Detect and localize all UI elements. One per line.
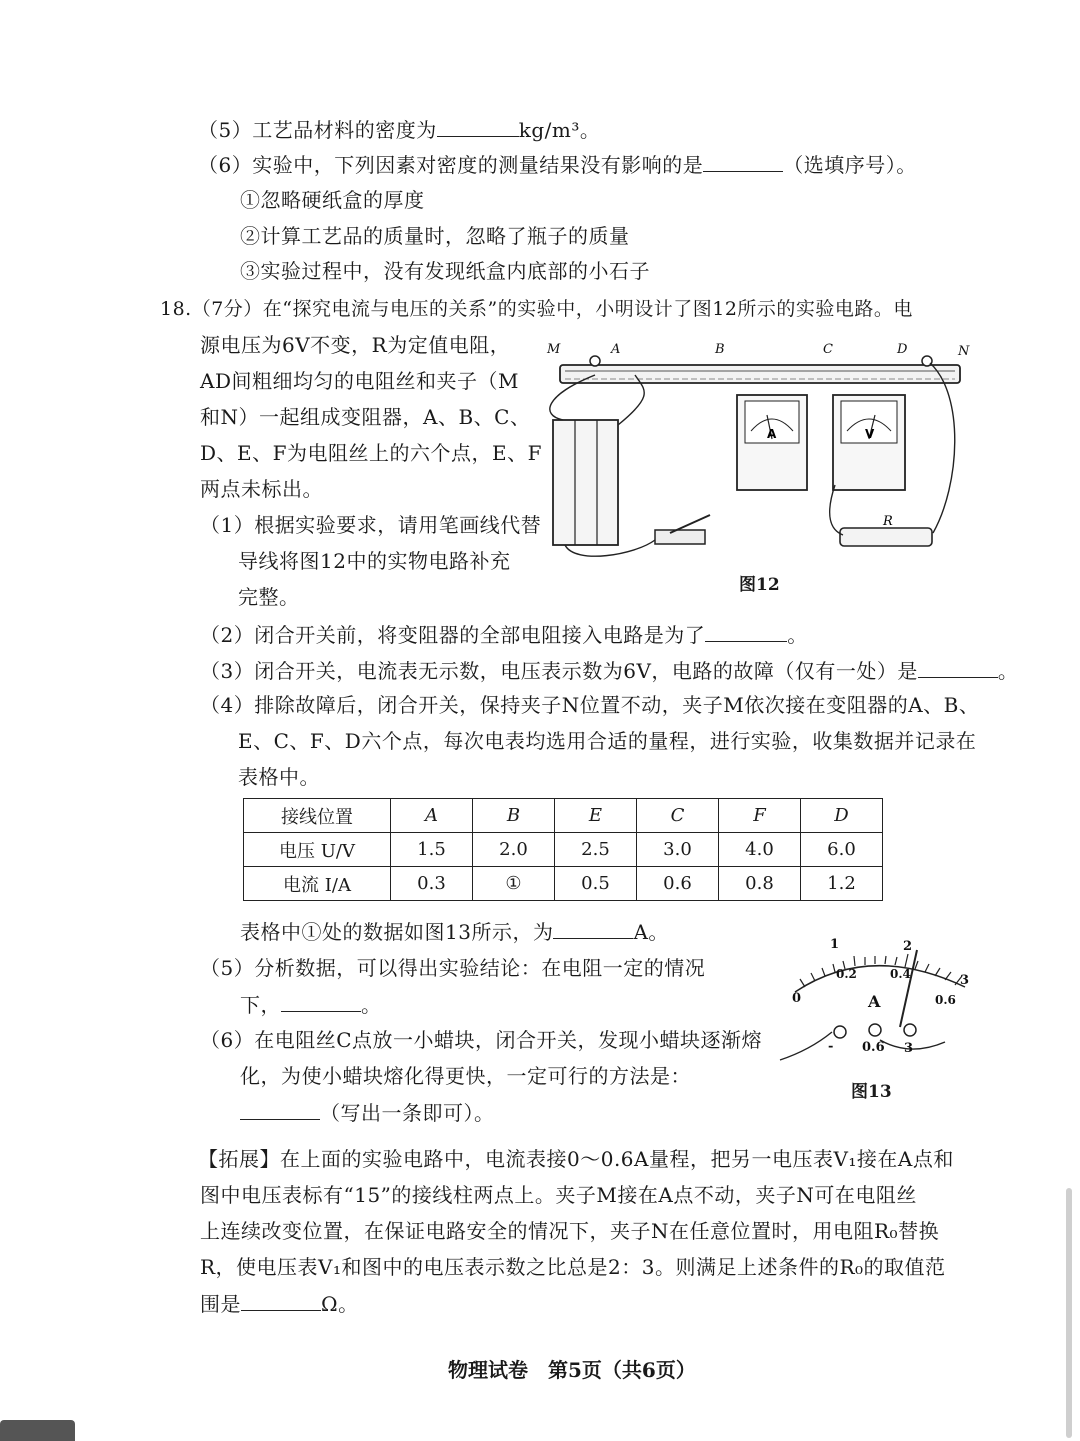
q18-part6-suffix: （写出一条即可）。 — [320, 1101, 495, 1125]
label-m: M — [547, 342, 561, 357]
ammeter-symbol: A — [767, 427, 777, 441]
q18-intro-line6: 两点未标出。 — [200, 477, 323, 501]
q18-part6-line1: （6）在电阻丝C点放一小蜡块，闭合开关，发现小蜡块逐渐熔 — [200, 1028, 763, 1052]
label-n: N — [958, 344, 970, 359]
q18-part5-end: 。 — [361, 993, 382, 1017]
table-cell: ① — [473, 867, 555, 901]
answer-blank[interactable] — [705, 621, 787, 642]
clip-m — [590, 356, 600, 366]
q18-intro-line4: 和N）一起组成变阻器，A、B、C、 — [200, 405, 531, 429]
q18-part4-reading — [240, 918, 669, 945]
extension-line4: R，使电压表V₁和图中的电压表示数之比总是2：3。则满足上述条件的R₀的取值范 — [200, 1255, 946, 1279]
terminal-negative — [834, 1026, 846, 1038]
terminal-label-3: 3 — [904, 1041, 914, 1056]
clip-n — [922, 356, 932, 366]
answer-blank[interactable] — [437, 116, 519, 137]
q18-part3-text: （3）闭合开关，电流表无示数，电压表示数为6V，电路的故障（仅有一处）是 — [200, 659, 918, 683]
dial-unit: A — [868, 992, 881, 1011]
table-cell: E — [555, 799, 637, 833]
table-cell: 3.0 — [637, 833, 719, 867]
q18-part5-text: 下， — [240, 993, 281, 1017]
answer-blank[interactable] — [281, 991, 361, 1012]
table-cell: C — [637, 799, 719, 833]
scale-top-0: 0 — [792, 991, 802, 1006]
extension-line1: 【拓展】在上面的实验电路中，电流表接0～0.6A量程，把另一电压表V₁接在A点和 — [198, 1147, 954, 1171]
scale-top-3: 3 — [960, 973, 970, 988]
table-cell: 2.5 — [555, 833, 637, 867]
q18-part5-line1: （5）分析数据，可以得出实验结论：在电阻一定的情况 — [200, 956, 706, 980]
q17-part6-suffix: （选填序号）。 — [783, 153, 917, 177]
q18-part1-line2: 导线将图12中的实物电路补充 — [238, 549, 511, 573]
q17-part5-unit: kg/m³。 — [518, 118, 601, 142]
terminal-label-0-6: 0.6 — [862, 1040, 885, 1055]
answer-blank[interactable] — [553, 918, 633, 939]
q17-option-3: ③实验过程中，没有发现纸盒内底部的小石子 — [240, 259, 650, 283]
page-footer: 物理试卷 第5页（共6页） — [448, 1358, 696, 1382]
table-cell: 2.0 — [473, 833, 555, 867]
q18-part2 — [200, 621, 808, 648]
q18-part1-line1: （1）根据实验要求，请用笔画线代替 — [200, 513, 542, 537]
label-r: R — [883, 514, 893, 529]
label-a: A — [611, 342, 621, 357]
figure-12-circuit — [535, 335, 975, 560]
figure-13-ammeter-dial — [770, 932, 985, 1067]
table-cell: F — [719, 799, 801, 833]
answer-blank[interactable] — [240, 1099, 320, 1120]
data-table — [243, 798, 883, 901]
scale-top-1: 1 — [830, 937, 840, 952]
extension-line5 — [200, 1290, 359, 1317]
q17-part5-text: （5）工艺品材料的密度为 — [198, 118, 437, 142]
q18-part4-reading-unit: A。 — [633, 920, 669, 944]
q18-part1-line3: 完整。 — [238, 585, 300, 609]
table-cell: B — [473, 799, 555, 833]
q18-intro-line1: 18.（7分）在“探究电流与电压的关系”的实验中，小明设计了图12所示的实验电路。电 — [160, 298, 913, 320]
table-cell: 0.3 — [391, 867, 473, 901]
q17-part6-text: （6）实验中，下列因素对密度的测量结果没有影响的是 — [198, 153, 704, 177]
q18-part4-line3: 表格中。 — [238, 765, 320, 789]
label-d: D — [897, 342, 908, 357]
extension-text: 围是 — [200, 1292, 241, 1316]
q18-part4-line2: E、C、F、D六个点，每次电表均选用合适的量程，进行实验，收集数据并记录在 — [238, 729, 977, 753]
resistor-r — [840, 528, 932, 546]
scrollbar[interactable] — [1066, 1188, 1072, 1438]
table-cell: A — [391, 799, 473, 833]
q18-part6-line2: 化，为使小蜡块熔化得更快，一定可行的方法是： — [240, 1064, 691, 1088]
battery — [553, 420, 618, 545]
scale-top-2: 2 — [903, 939, 913, 954]
table-row — [244, 833, 883, 867]
q18-part2-end: 。 — [787, 623, 808, 647]
q17-option-1: ①忽略硬纸盒的厚度 — [240, 188, 425, 212]
q18-intro-line2: 源电压为6V不变，R为定值电阻， — [200, 333, 511, 357]
terminal-3 — [904, 1024, 916, 1036]
q18-part3 — [200, 657, 1018, 684]
q18-part4-reading-text: 表格中①处的数据如图13所示，为 — [240, 920, 554, 944]
table-cell: 0.6 — [637, 867, 719, 901]
table-header-row — [244, 799, 883, 833]
q17-option-2: ②计算工艺品的质量时，忽略了瓶子的质量 — [240, 224, 630, 248]
table-cell: 电压 U/V — [244, 833, 391, 867]
table-cell: 接线位置 — [244, 799, 391, 833]
scale-bottom-1: 0.2 — [836, 967, 857, 981]
q18-part5-line2 — [240, 991, 382, 1018]
answer-blank[interactable] — [918, 657, 998, 678]
answer-blank[interactable] — [703, 151, 783, 172]
dial-needle — [900, 950, 917, 1027]
scale-bottom-2: 0.4 — [890, 967, 911, 981]
table-row — [244, 867, 883, 901]
terminal-label-neg: - — [828, 1039, 834, 1054]
table-cell: 1.5 — [391, 833, 473, 867]
q18-intro-line3: AD间粗细均匀的电阻丝和夹子（M — [200, 369, 519, 393]
figure-13-caption: 图13 — [851, 1082, 892, 1102]
dial-ticks — [800, 954, 962, 987]
answer-blank[interactable] — [241, 1290, 321, 1311]
figure-12-caption: 图12 — [739, 575, 780, 595]
table-cell: 6.0 — [801, 833, 883, 867]
table-cell: D — [801, 799, 883, 833]
q18-part6-line3 — [240, 1099, 495, 1126]
extension-line2: 图中电压表标有“15”的接线柱两点上。夹子M接在A点不动，夹子N可在电阻丝 — [200, 1183, 917, 1207]
corner-overlay — [0, 1420, 75, 1441]
table-cell: 电流 I/A — [244, 867, 391, 901]
q18-intro-line5: D、E、F为电阻丝上的六个点，E、F — [200, 441, 542, 465]
label-c: C — [823, 342, 833, 357]
q17-part5 — [198, 116, 600, 143]
q18-part3-end: 。 — [997, 659, 1019, 683]
table-cell: 0.5 — [555, 867, 637, 901]
scale-bottom-3: 0.6 — [935, 993, 956, 1007]
table-cell: 0.8 — [719, 867, 801, 901]
table-cell: 1.2 — [801, 867, 883, 901]
q18-part2-text: （2）闭合开关前，将变阻器的全部电阻接入电路是为了 — [200, 623, 706, 647]
extension-unit: Ω。 — [321, 1292, 359, 1316]
table-cell: 4.0 — [719, 833, 801, 867]
label-b: B — [715, 342, 725, 357]
terminal-0-6 — [869, 1024, 881, 1036]
switch — [655, 530, 705, 544]
rheostat-board — [560, 365, 960, 383]
extension-line3: 上连续改变位置，在保证电路安全的情况下，夹子N在任意位置时，用电阻R₀替换 — [200, 1219, 940, 1243]
voltmeter-symbol: V — [865, 427, 875, 441]
q18-part4-line1: （4）排除故障后，闭合开关，保持夹子N位置不动，夹子M依次接在变阻器的A、B、 — [200, 693, 980, 717]
q17-part6 — [198, 151, 917, 178]
